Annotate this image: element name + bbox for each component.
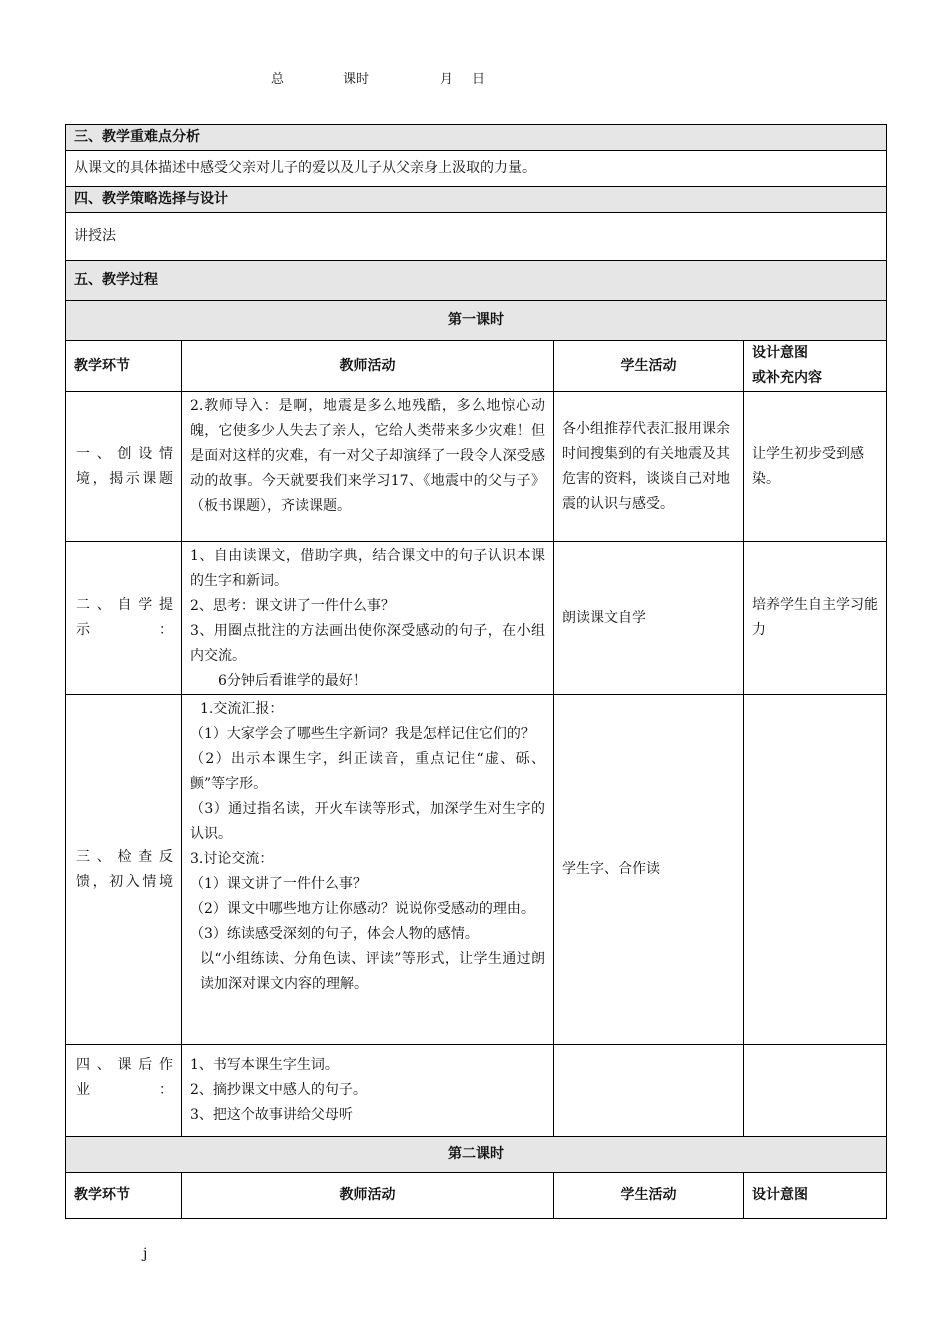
teacher-line: 1、自由读课文，借助字典，结合课文中的句子认识本课的生字和新词。 — [190, 548, 545, 589]
intent-cell: 培养学生自主学习能力 — [744, 542, 887, 695]
teacher-line: （1）大家学会了哪些生字新词？我是怎样记住它们的？ — [190, 726, 535, 742]
table-row — [66, 1045, 887, 1137]
intent-cell — [744, 695, 887, 1045]
lesson1-title: 第一课时 — [66, 301, 887, 341]
lesson1-title-row — [66, 301, 887, 341]
section5-title: 五、教学过程 — [66, 261, 887, 301]
teacher-line: 2、思考：课文讲了一件什么事？ — [190, 598, 395, 614]
intent-cell: 让学生初步受到感染。 — [744, 392, 887, 542]
stage-cell: 二、自学提示： — [66, 542, 182, 695]
teacher-line: 1.交流汇报： — [200, 701, 284, 717]
lesson1-header-row — [66, 341, 887, 392]
section3-text-row — [66, 151, 887, 187]
table-row — [66, 392, 887, 542]
lesson1-header-intent-line1: 设计意图 — [752, 345, 808, 361]
header-day: 日 — [472, 72, 486, 87]
lesson2-header-row — [66, 1173, 887, 1219]
stage-cell: 四、课后作业： — [66, 1045, 182, 1137]
section3-title-row — [66, 125, 887, 151]
lesson2-header-intent: 设计意图 — [744, 1173, 887, 1219]
teacher-line: （1）课文讲了一件什么事？ — [190, 876, 367, 892]
lesson2-header-stage: 教学环节 — [66, 1173, 182, 1219]
teacher-line: （3）练读感受深刻的句子，体会人物的感情。 — [190, 926, 479, 942]
teacher-line: 2.教师导入：是啊，地震是多么地残酷，多么地惊心动魄，它使多少人失去了亲人，它给人类带来多少灾难！但是面对这样的灾难，有一对父子却演绎了一段令人深受感动的故事。今天就要我们来学习17、《地震中的父与子》（板书课题），齐读课题。 — [190, 398, 545, 514]
section4-title: 四、教学策略选择与设计 — [66, 187, 887, 213]
teacher-line: 以“小组练读、分角色读、评读”等形式，让学生通过朗读加深对课文内容的理解。 — [200, 951, 545, 992]
stage-cell: 三、检查反馈，初入情境 — [66, 695, 182, 1045]
lesson-plan-table — [65, 124, 887, 1219]
teacher-activity-cell — [182, 542, 554, 695]
teacher-line: 6分钟后看谁学的最好！ — [218, 673, 367, 689]
header-lessons: 课时 — [343, 72, 370, 87]
table-row — [66, 695, 887, 1045]
student-activity-cell — [554, 1045, 744, 1137]
lesson1-header-student: 学生活动 — [554, 341, 744, 392]
teacher-activity-cell — [182, 1045, 554, 1137]
lesson2-title: 第二课时 — [66, 1137, 887, 1173]
teacher-line: 3、把这个故事讲给父母听 — [190, 1107, 353, 1123]
page-header — [0, 68, 950, 88]
student-activity-cell: 各小组推荐代表汇报用课余时间搜集到的有关地震及其危害的资料，谈谈自己对地震的认识与感受。 — [554, 392, 744, 542]
lesson2-header-teacher: 教师活动 — [182, 1173, 554, 1219]
section4-text: 讲授法 — [66, 213, 887, 261]
section4-title-row — [66, 187, 887, 213]
lesson1-header-stage: 教学环节 — [66, 341, 182, 392]
teacher-line: 2、摘抄课文中感人的句子。 — [190, 1082, 367, 1098]
teacher-line: （3）通过指名读，开火车读等形式，加深学生对生字的认识。 — [190, 801, 545, 842]
section3-text: 从课文的具体描述中感受父亲对儿子的爱以及儿子从父亲身上汲取的力量。 — [66, 151, 887, 187]
teacher-line: 3、用圈点批注的方法画出使你深受感动的句子，在小组内交流。 — [190, 623, 545, 664]
footer-mark: j — [143, 1246, 148, 1262]
stage-cell: 一、创设情境，揭示课题 — [66, 392, 182, 542]
student-activity-cell: 朗读课文自学 — [554, 542, 744, 695]
table-row — [66, 542, 887, 695]
lesson1-header-teacher: 教师活动 — [182, 341, 554, 392]
header-month: 月 — [440, 72, 454, 87]
section5-title-row — [66, 261, 887, 301]
teacher-activity-cell — [182, 695, 554, 1045]
teacher-line: （2）课文中哪些地方让你感动？说说你受感动的理由。 — [190, 901, 535, 917]
section4-text-row — [66, 213, 887, 261]
lesson1-header-intent — [744, 341, 887, 392]
intent-cell — [744, 1045, 887, 1137]
teacher-line: 3.讨论交流： — [190, 851, 274, 867]
lesson2-title-row — [66, 1137, 887, 1173]
teacher-activity-cell — [182, 392, 554, 542]
header-total: 总 — [271, 72, 285, 87]
lesson1-header-intent-line2: 或补充内容 — [752, 370, 822, 386]
section3-title: 三、教学重难点分析 — [66, 125, 887, 151]
student-activity-cell: 学生字、合作读 — [554, 695, 744, 1045]
lesson2-header-student: 学生活动 — [554, 1173, 744, 1219]
teacher-line: 1、书写本课生字生词。 — [190, 1057, 339, 1073]
teacher-line: （2）出示本课生字，纠正读音，重点记住“虚、砾、颤”等字形。 — [190, 751, 545, 792]
